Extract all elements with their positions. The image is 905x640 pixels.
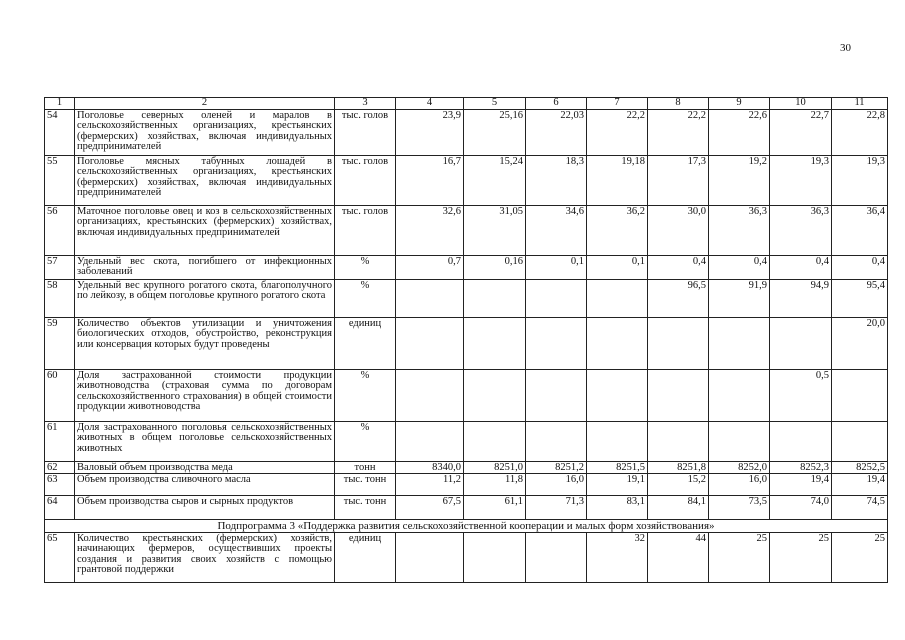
row-value: 0,4 [770,255,832,279]
row-number: 64 [45,496,75,520]
row-number: 60 [45,369,75,421]
row-value [770,421,832,461]
row-description: Доля застрахованного поголовья сельскохозяйственных животных в общем поголовье сельскохозяйственных животных [75,421,335,461]
table-row [45,205,888,255]
row-value: 25 [709,532,770,582]
row-value: 34,6 [526,205,587,255]
row-value: 84,1 [648,496,709,520]
row-value: 8251,8 [648,461,709,474]
row-value: 8340,0 [396,461,464,474]
row-description: Объем производства сыров и сырных продуктов [75,496,335,520]
header-cell: 3 [335,98,396,110]
row-value [587,279,648,317]
row-unit: тыс. тонн [335,496,396,520]
row-value: 19,1 [587,474,648,496]
row-value: 67,5 [396,496,464,520]
row-unit: единиц [335,532,396,582]
row-value: 36,2 [587,205,648,255]
row-value: 15,24 [464,155,526,205]
row-value [526,532,587,582]
row-value [587,317,648,369]
row-value: 96,5 [648,279,709,317]
row-value [648,421,709,461]
row-value: 36,3 [709,205,770,255]
row-value: 22,2 [587,109,648,155]
row-unit: тыс. голов [335,109,396,155]
row-value: 95,4 [832,279,888,317]
header-cell: 4 [396,98,464,110]
row-unit: тыс. голов [335,155,396,205]
row-value: 74,5 [832,496,888,520]
subprogram-row [45,520,888,533]
row-number: 65 [45,532,75,582]
row-value [464,532,526,582]
row-value [526,317,587,369]
row-value: 16,7 [396,155,464,205]
row-value: 20,0 [832,317,888,369]
row-value: 11,2 [396,474,464,496]
row-description: Удельный вес крупного рогатого скота, благополучного по лейкозу, в общем поголовье крупного рогатого скота [75,279,335,317]
row-value: 16,0 [709,474,770,496]
row-value: 31,05 [464,205,526,255]
row-value: 8251,5 [587,461,648,474]
table-row [45,461,888,474]
row-number: 61 [45,421,75,461]
row-value [396,369,464,421]
table-row [45,255,888,279]
row-value [396,532,464,582]
row-value [587,421,648,461]
row-value [770,317,832,369]
row-value [648,369,709,421]
row-value: 36,3 [770,205,832,255]
row-value: 0,16 [464,255,526,279]
row-value [396,279,464,317]
row-value [832,421,888,461]
row-value [648,317,709,369]
row-value [526,369,587,421]
table-row [45,369,888,421]
row-value: 8252,5 [832,461,888,474]
row-description: Маточное поголовье овец и коз в сельскохозяйственных организациях, крестьянских (фермерских) хозяйствах, включая индивидуальных предпринимателей [75,205,335,255]
page-number: 30 [840,42,851,54]
row-description: Объем производства сливочного масла [75,474,335,496]
row-value: 19,4 [832,474,888,496]
header-cell: 11 [832,98,888,110]
row-value: 61,1 [464,496,526,520]
row-value: 19,2 [709,155,770,205]
row-value: 32,6 [396,205,464,255]
row-value: 23,9 [396,109,464,155]
row-value: 17,3 [648,155,709,205]
header-cell: 9 [709,98,770,110]
row-value: 74,0 [770,496,832,520]
row-unit: % [335,369,396,421]
row-value: 0,1 [587,255,648,279]
row-value [832,369,888,421]
row-value: 15,2 [648,474,709,496]
row-unit: % [335,279,396,317]
row-number: 62 [45,461,75,474]
row-description: Поголовье северных оленей и маралов в сельскохозяйственных организациях, крестьянских (фермерских) хозяйствах, включая индивидуальных предпринимателей [75,109,335,155]
subprogram-title: Подпрограмма 3 «Поддержка развития сельскохозяйственной кооперации и малых форм хозяйствования» [45,520,888,533]
row-value [464,317,526,369]
row-description: Доля застрахованной стоимости продукции животноводства (страховая сумма по договорам сельскохозяйственного страхования) в общей стоимости продукции животноводства [75,369,335,421]
row-unit: единиц [335,317,396,369]
row-number: 56 [45,205,75,255]
row-value: 44 [648,532,709,582]
table-row [45,474,888,496]
row-value: 83,1 [587,496,648,520]
row-value: 0,7 [396,255,464,279]
row-value: 22,7 [770,109,832,155]
row-value: 8252,0 [709,461,770,474]
row-description: Поголовье мясных табунных лошадей в сельскохозяйственных организациях, крестьянских (фермерских) хозяйствах, включая индивидуальных предпринимателей [75,155,335,205]
row-value [396,421,464,461]
header-cell: 10 [770,98,832,110]
row-number: 59 [45,317,75,369]
row-value: 11,8 [464,474,526,496]
row-value: 22,8 [832,109,888,155]
table-row [45,109,888,155]
row-value [709,317,770,369]
header-row [45,98,888,110]
row-description: Удельный вес скота, погибшего от инфекционных заболеваний [75,255,335,279]
row-value: 30,0 [648,205,709,255]
row-value: 25,16 [464,109,526,155]
row-value: 73,5 [709,496,770,520]
row-value: 8251,2 [526,461,587,474]
row-value [709,421,770,461]
row-number: 54 [45,109,75,155]
row-description: Количество объектов утилизации и уничтожения биологических отходов, обустройство, реконструкция или консервация которых будут проведены [75,317,335,369]
row-value [464,421,526,461]
row-number: 63 [45,474,75,496]
row-unit: тонн [335,461,396,474]
row-value: 19,4 [770,474,832,496]
row-value: 8252,3 [770,461,832,474]
row-value: 8251,0 [464,461,526,474]
row-value: 71,3 [526,496,587,520]
row-value: 19,18 [587,155,648,205]
row-value: 0,5 [770,369,832,421]
table-row [45,279,888,317]
header-cell: 7 [587,98,648,110]
row-value: 22,2 [648,109,709,155]
row-value: 22,6 [709,109,770,155]
indicators-table [44,97,888,583]
row-value: 0,1 [526,255,587,279]
row-value: 91,9 [709,279,770,317]
row-value [526,279,587,317]
row-value [464,369,526,421]
row-value: 22,03 [526,109,587,155]
row-number: 57 [45,255,75,279]
row-value [396,317,464,369]
row-value [526,421,587,461]
row-value: 32 [587,532,648,582]
row-unit: % [335,421,396,461]
row-number: 58 [45,279,75,317]
row-value: 19,3 [770,155,832,205]
row-value: 94,9 [770,279,832,317]
header-cell: 6 [526,98,587,110]
header-cell: 1 [45,98,75,110]
row-unit: % [335,255,396,279]
header-cell: 2 [75,98,335,110]
row-unit: тыс. голов [335,205,396,255]
row-value: 18,3 [526,155,587,205]
row-value: 25 [770,532,832,582]
row-value [709,369,770,421]
row-number: 55 [45,155,75,205]
table-row [45,496,888,520]
table-row [45,532,888,582]
row-value: 19,3 [832,155,888,205]
row-description: Количество крестьянских (фермерских) хозяйств, начинающих фермеров, осуществивших проекты создания и развития своих хозяйств с помощью грантовой поддержки [75,532,335,582]
header-cell: 8 [648,98,709,110]
row-value: 0,4 [709,255,770,279]
row-value: 25 [832,532,888,582]
row-value: 0,4 [648,255,709,279]
row-value [464,279,526,317]
table-row [45,421,888,461]
row-description: Валовый объем производства меда [75,461,335,474]
row-value: 36,4 [832,205,888,255]
row-value [587,369,648,421]
row-value: 16,0 [526,474,587,496]
row-value: 0,4 [832,255,888,279]
header-cell: 5 [464,98,526,110]
row-unit: тыс. тонн [335,474,396,496]
table-row [45,317,888,369]
table-row [45,155,888,205]
